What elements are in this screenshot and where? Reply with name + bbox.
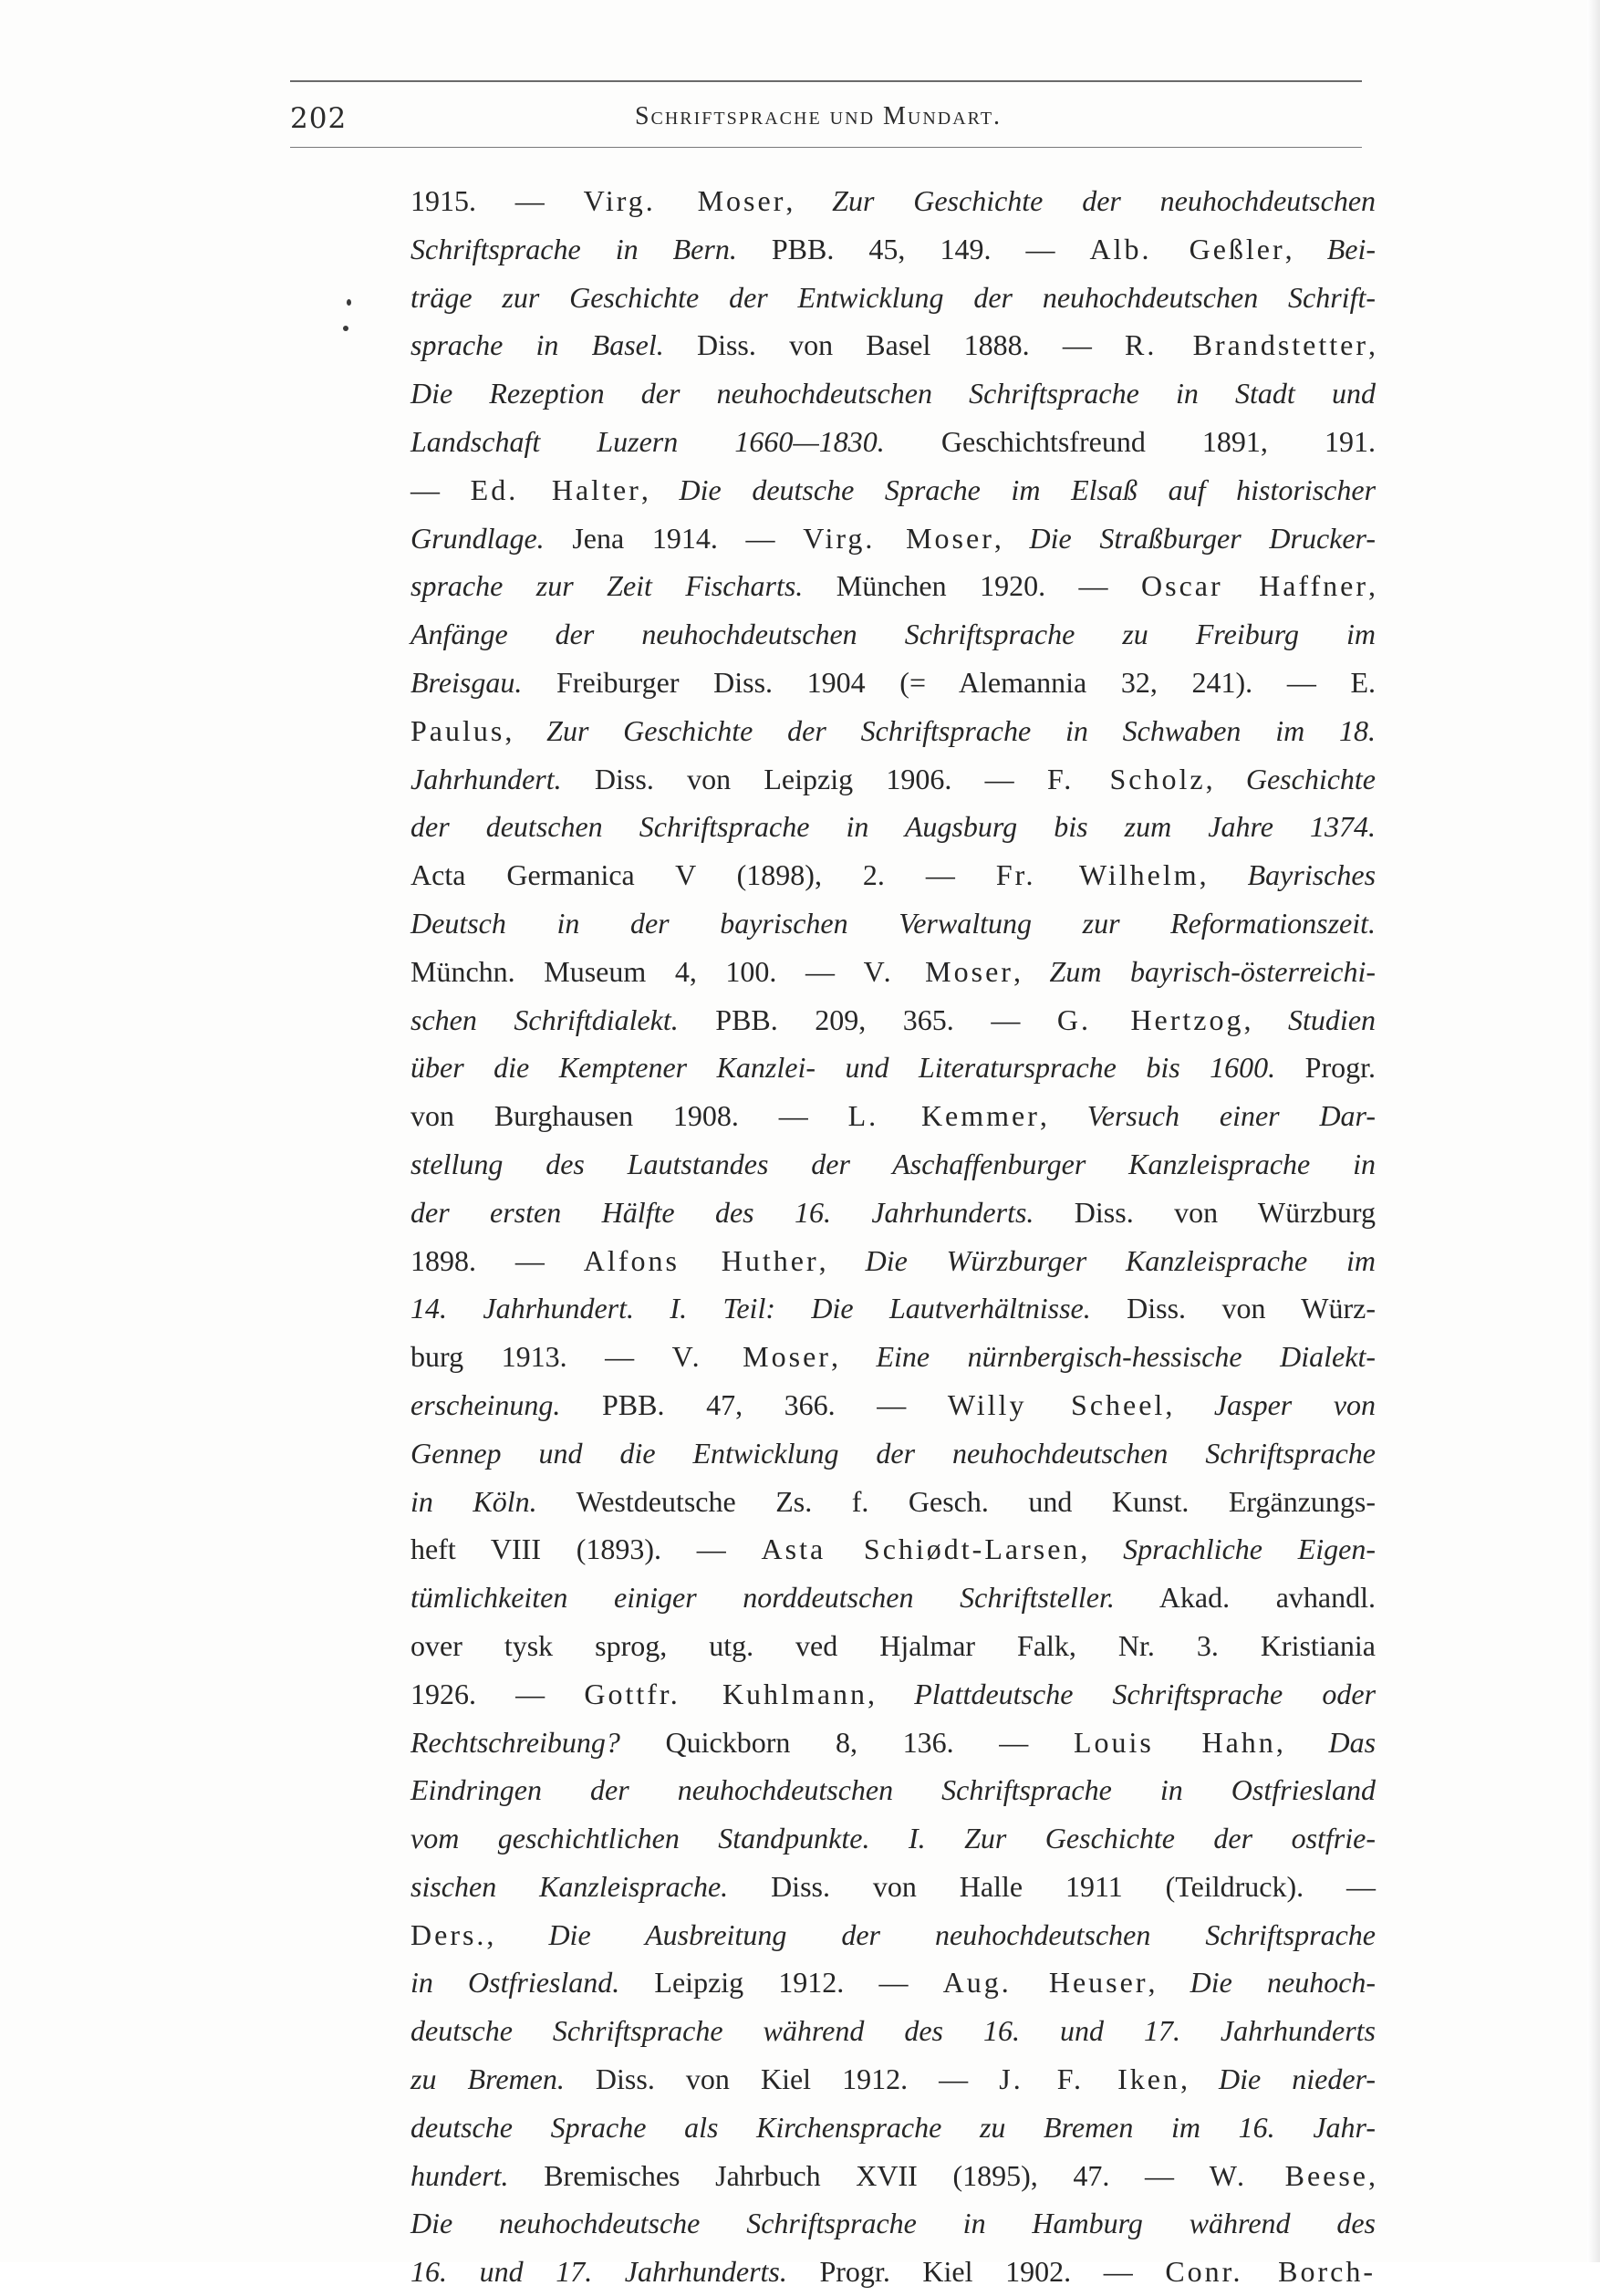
text-line (410, 1189, 1376, 1237)
title-italic: in Köln. (410, 1484, 537, 1518)
citation-text: PBB. 209, 365. — (678, 1003, 1057, 1036)
citation-text: Progr. (1275, 1051, 1377, 1085)
author-name: Paulus (410, 713, 505, 747)
text-line (410, 1622, 1376, 1670)
text-line (410, 562, 1376, 610)
text-line (410, 1670, 1376, 1719)
citation-text: Geschichtsfreund 1891, 191. (884, 424, 1377, 458)
text-line (410, 851, 1376, 899)
text-line (410, 1478, 1376, 1526)
citation-text: , (1368, 569, 1377, 603)
text-line (410, 466, 1376, 514)
citation-text: Diss. von Würz- (1090, 1292, 1377, 1325)
author-name: Alb. Geßler (1089, 232, 1285, 265)
title-italic: Eindringen der neuhochdeutschen Schriftsprache in Ostfriesland (410, 1773, 1376, 1807)
title-italic: Landschaft Luzern 1660—1830. (410, 424, 885, 458)
text-line (410, 1911, 1376, 1959)
text-line (410, 177, 1376, 225)
citation-text: , (1013, 954, 1050, 988)
citation-text: , (1080, 1532, 1124, 1566)
citation-text: , (1205, 762, 1246, 795)
title-italic: Die Rezeption der neuhochdeutschen Schriftsprache in Stadt und (410, 377, 1376, 410)
title-italic: Bayrisches (1247, 858, 1377, 892)
text-line (410, 1284, 1376, 1333)
title-italic: deutsche Sprache als Kirchensprache zu Bremen im 16. Jahr- (410, 2110, 1376, 2144)
citation-text: Akad. avhandl. (1114, 1581, 1377, 1615)
citation-text: , (818, 1243, 866, 1277)
text-line (410, 369, 1376, 418)
citation-text: Münchn. Museum 4, 100. — (410, 954, 864, 988)
citation-text: over tysk sprog, utg. ved Hjalmar Falk, Nr. 3. Kristiania (410, 1628, 1376, 1662)
citation-text: 1915. — (410, 184, 584, 217)
text-line (410, 1574, 1376, 1622)
title-italic: stellung des Lautstandes der Aschaffenburger Kanzleisprache in (410, 1147, 1376, 1180)
title-italic: Bei- (1326, 232, 1376, 265)
citation-text: burg 1913. — (410, 1340, 672, 1374)
citation-text: Progr. Kiel 1902. — (786, 2255, 1166, 2289)
text-line (410, 755, 1376, 804)
text-line (410, 996, 1376, 1044)
citation-text: , (504, 713, 547, 747)
author-name: Gottfr. Kuhlmann (584, 1677, 868, 1710)
author-name: Aug. Heuser (942, 1966, 1148, 2000)
running-title: Schriftsprache und Mundart. (634, 102, 1003, 130)
text-line (410, 1719, 1376, 1767)
title-italic: 16. und 17. Jahrhunderts. (410, 2255, 787, 2289)
citation-text: , (486, 1917, 549, 1951)
title-italic: tümlichkeiten einiger norddeutschen Schriftsteller. (410, 1581, 1115, 1615)
title-italic: sischen Kanzleisprache. (410, 1869, 729, 1903)
citation-text: , (640, 473, 680, 506)
citation-text: Diss. von Würzburg (1034, 1195, 1377, 1229)
header-rule-bottom (290, 147, 1362, 148)
text-line (410, 2104, 1376, 2152)
author-name: Conr. Borch- (1165, 2255, 1377, 2289)
citation-text: , (1039, 1099, 1087, 1133)
page-edge-shadow (1587, 0, 1600, 2262)
text-line (410, 2055, 1376, 2104)
citation-text: — (410, 473, 471, 506)
text-line (410, 418, 1376, 466)
citation-text: , (1179, 2062, 1220, 2096)
text-line (410, 659, 1376, 707)
title-italic: Eine nürnbergisch-hessische Dialekt- (876, 1340, 1377, 1374)
author-name: R. Brandstetter (1125, 328, 1368, 362)
title-italic: Die deutsche Sprache im Elsaß auf historischer (679, 473, 1377, 506)
bibliography-paragraph (410, 177, 1376, 2296)
citation-text: Bremisches Jahrbuch XVII (1895), 47. — (508, 2158, 1210, 2192)
text-line (410, 1766, 1376, 1814)
header-rule-top (290, 80, 1362, 82)
title-italic: deutsche Schriftsprache während des 16. und 17. Jahrhunderts (410, 2014, 1376, 2048)
author-name: Ed. Halter (470, 473, 641, 506)
citation-text: Acta Germanica V (1898), 2. — (410, 858, 996, 892)
text-line (410, 1381, 1376, 1429)
author-name: G. Hertzog (1056, 1003, 1244, 1036)
citation-text: PBB. 47, 366. — (560, 1387, 948, 1421)
citation-text: PBB. 45, 149. — (736, 232, 1090, 265)
citation-text: , (993, 521, 1030, 555)
title-italic: Zur Geschichte der Schriftsprache in Schwaben im 18. (546, 713, 1377, 747)
author-name: F. Scholz (1046, 762, 1206, 795)
text-line (410, 610, 1376, 659)
title-italic: über die Kemptener Kanzlei- und Literatursprache bis 1600. (410, 1051, 1276, 1085)
citation-text: Quickborn 8, 136. — (619, 1725, 1074, 1759)
text-line (410, 514, 1376, 563)
citation-text: Freiburger Diss. 1904 (= Alemannia 32, 241). — E. (522, 665, 1376, 699)
title-italic: Jahrhundert. (410, 762, 562, 795)
citation-text: 1898. — (410, 1243, 584, 1277)
title-italic: Zum bayrisch-österreichi- (1049, 954, 1377, 988)
text-line (410, 225, 1376, 274)
title-italic: in Ostfriesland. (410, 1966, 620, 2000)
text-line (410, 1525, 1376, 1574)
text-line (410, 321, 1376, 369)
title-italic: zu Bremen. (410, 2062, 565, 2096)
text-line (410, 2007, 1376, 2055)
text-line (410, 707, 1376, 755)
title-italic: Sprachliche Eigen- (1123, 1532, 1376, 1566)
author-name: Ders. (410, 1917, 487, 1951)
citation-text: , (1275, 1725, 1329, 1759)
author-name: Asta Schiødt-Larsen (761, 1532, 1081, 1566)
author-name: V. Moser (863, 954, 1013, 988)
citation-text: Diss. von Halle 1911 (Teildruck). — (728, 1869, 1377, 1903)
author-name: V. Moser (671, 1340, 831, 1374)
author-name: Willy Scheel (947, 1387, 1166, 1421)
title-italic: vom geschichtlichen Standpunkte. I. Zur Geschichte der ostfrie- (410, 1822, 1376, 1855)
text-line (410, 948, 1376, 996)
text-line (410, 1044, 1376, 1092)
citation-text: 1926. — (410, 1677, 585, 1710)
citation-text: von Burghausen 1908. — (410, 1099, 848, 1133)
title-italic: Versuch einer Dar- (1086, 1099, 1377, 1133)
title-italic: Die neuhoch- (1190, 1966, 1377, 2000)
title-italic: Die neuhochdeutsche Schriftsprache in Hamburg während des (410, 2207, 1376, 2240)
page-number: 202 (290, 102, 348, 135)
author-name: Louis Hahn (1073, 1725, 1276, 1759)
text-line (410, 2152, 1376, 2200)
title-italic: Die Straßburger Drucker- (1029, 521, 1377, 555)
title-italic: der ersten Hälfte des 16. Jahrhunderts. (410, 1195, 1034, 1229)
text-line (410, 1958, 1376, 2007)
citation-text: Diss. von Leipzig 1906. — (561, 762, 1047, 795)
title-italic: hundert. (410, 2158, 509, 2192)
text-line (410, 1237, 1376, 1285)
title-italic: Geschichte (1245, 762, 1376, 795)
citation-text: , (1199, 858, 1248, 892)
citation-text: , (1284, 232, 1327, 265)
title-italic: Deutsch in der bayrischen Verwaltung zur Reformationszeit. (410, 906, 1376, 940)
author-name: Virg. Moser (583, 184, 786, 217)
citation-text: Diss. von Kiel 1912. — (564, 2062, 1000, 2096)
citation-text: , (1368, 2158, 1376, 2192)
citation-text: , (1165, 1387, 1214, 1421)
text-line (410, 803, 1376, 851)
print-speck (347, 299, 351, 306)
author-name: Fr. Wilhelm (995, 858, 1200, 892)
citation-text: , (785, 184, 833, 217)
text-line (410, 1333, 1376, 1381)
title-italic: sprache zur Zeit Fischarts. (410, 569, 804, 603)
text-line (410, 1092, 1376, 1140)
title-italic: Breisgau. (410, 665, 523, 699)
title-italic: Studien (1288, 1003, 1377, 1036)
title-italic: Jasper von (1213, 1387, 1377, 1421)
title-italic: Gennep und die Entwicklung der neuhochdeutschen Schriftsprache (410, 1436, 1376, 1470)
citation-text: , (1148, 1966, 1190, 2000)
text-line (410, 1863, 1376, 1911)
author-name: J. F. Iken (999, 2062, 1180, 2096)
text-line (410, 274, 1376, 322)
citation-text: , (830, 1340, 877, 1374)
citation-text: , (1243, 1003, 1289, 1036)
title-italic: Anfänge der neuhochdeutschen Schriftsprache zu Freiburg im (410, 618, 1376, 651)
text-line (410, 2248, 1376, 2296)
title-italic: träge zur Geschichte der Entwicklung der neuhochdeutschen Schrift- (410, 280, 1376, 314)
citation-text: , (1368, 328, 1376, 362)
citation-text: Leipzig 1912. — (619, 1966, 943, 2000)
title-italic: erscheinung. (410, 1387, 561, 1421)
title-italic: 14. Jahrhundert. I. Teil: Die Lautverhältnisse. (410, 1292, 1091, 1325)
text-line (410, 899, 1376, 948)
title-italic: Die nieder- (1219, 2062, 1377, 2096)
print-speck (343, 326, 348, 331)
text-line (410, 1814, 1376, 1863)
title-italic: Plattdeutsche Schriftsprache oder (914, 1677, 1377, 1710)
title-italic: Grundlage. (410, 521, 545, 555)
text-line (410, 1140, 1376, 1189)
citation-text: Westdeutsche Zs. f. Gesch. und Kunst. Ergänzungs- (536, 1484, 1377, 1518)
citation-text: , (868, 1677, 915, 1710)
author-name: Alfons Huther (583, 1243, 819, 1277)
title-italic: Schriftsprache in Bern. (410, 232, 737, 265)
title-italic: Zur Geschichte der neuhochdeutschen (832, 184, 1377, 217)
text-line (410, 2199, 1376, 2248)
citation-text: heft VIII (1893). — (410, 1532, 762, 1566)
title-italic: der deutschen Schriftsprache in Augsburg bis zum Jahre 1374. (410, 810, 1376, 844)
title-italic: Das (1328, 1725, 1377, 1759)
title-italic: sprache in Basel. (410, 328, 664, 362)
title-italic: Rechtschreibung? (410, 1725, 620, 1759)
title-italic: schen Schriftdialekt. (410, 1003, 679, 1036)
citation-text: München 1920. — (803, 569, 1142, 603)
author-name: Virg. Moser (803, 521, 994, 555)
author-name: W. Beese (1209, 2158, 1368, 2192)
text-line (410, 1429, 1376, 1478)
author-name: Oscar Haffner (1141, 569, 1369, 603)
title-italic: Die Würzburger Kanzleisprache im (865, 1243, 1377, 1277)
title-italic: Die Ausbreitung der neuhochdeutschen Schriftsprache (548, 1917, 1377, 1951)
citation-text: Diss. von Basel 1888. — (663, 328, 1126, 362)
author-name: L. Kemmer (847, 1099, 1040, 1133)
citation-text: Jena 1914. — (544, 521, 804, 555)
